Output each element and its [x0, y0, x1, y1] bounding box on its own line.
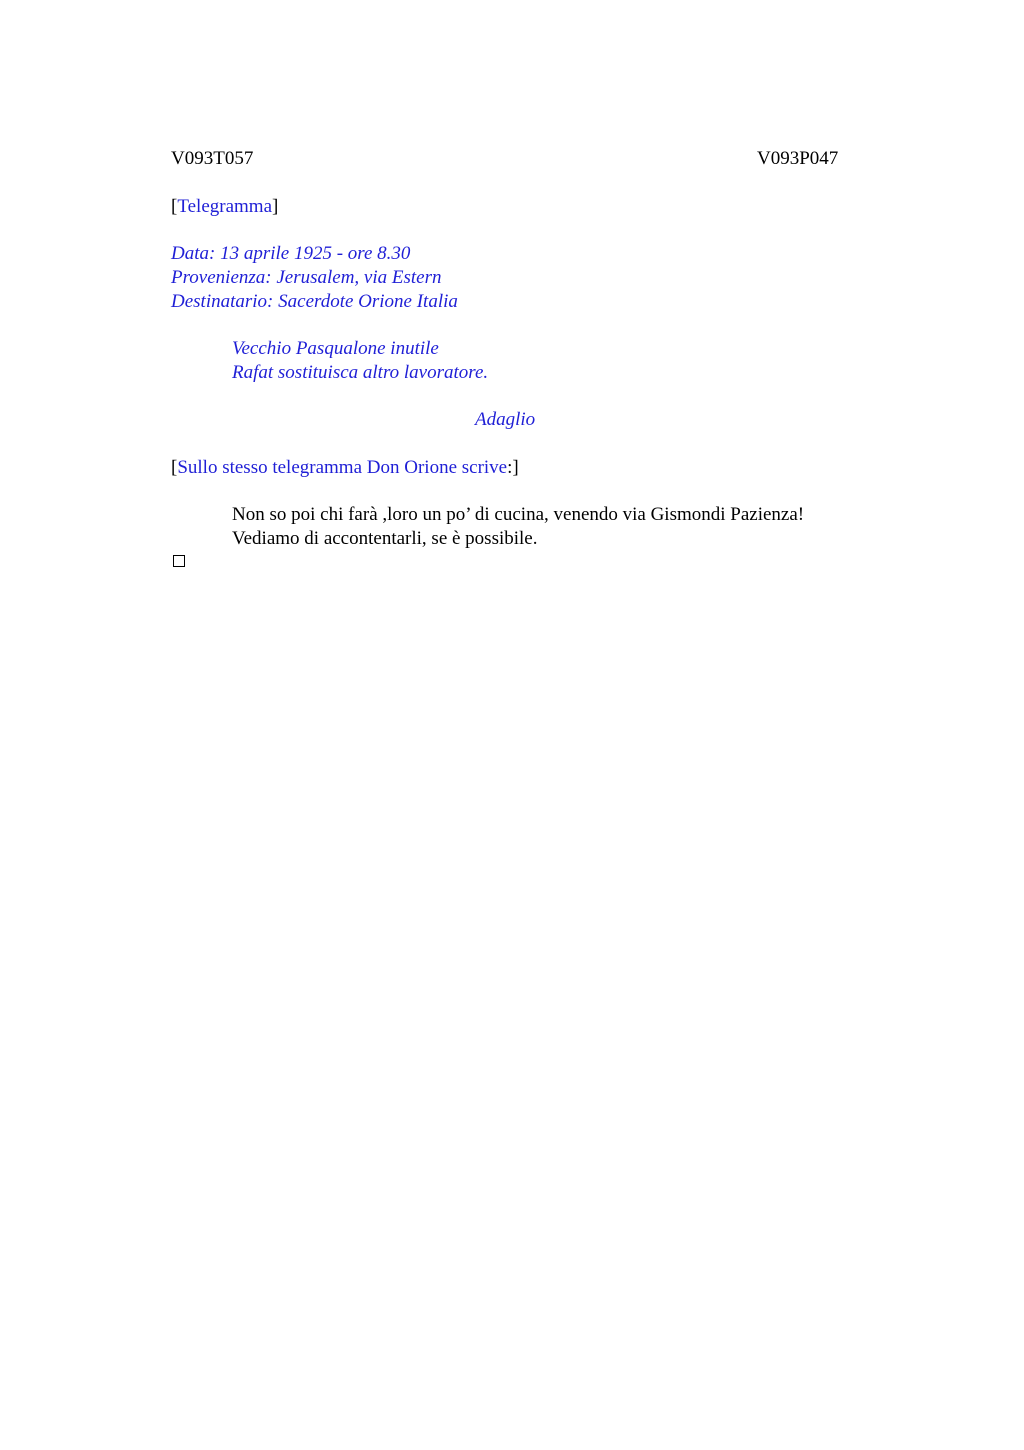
telegram-date: Data: 13 aprile 1925 - ore 8.30 [171, 243, 411, 264]
bracket-open: [ [171, 196, 178, 217]
document-code-left: V093T057 [171, 148, 254, 169]
telegram-recipient: Destinatario: Sacerdote Orione Italia [171, 291, 458, 312]
document-type-label: Telegramma [177, 196, 273, 217]
note-line-2: Vediamo di accontentarli, se è possibile. [232, 528, 538, 549]
bracket-open: [ [171, 457, 178, 478]
annotation-label: Sullo stesso telegramma Don Orione scrive [177, 457, 508, 478]
document-type-heading [171, 195, 278, 219]
note-line-1: Non so poi chi farà ,loro un po’ di cucina, venendo via Gismondi Pazienza! [232, 504, 805, 525]
end-marker-box-icon [173, 555, 185, 567]
telegram-body-line-2: Rafat sostituisca altro lavoratore. [232, 362, 489, 383]
telegram-signature: Adaglio [475, 409, 536, 430]
bracket-close: ] [272, 196, 279, 217]
annotation-close: :] [507, 457, 519, 478]
annotation-heading [171, 456, 519, 480]
telegram-origin: Provenienza: Jerusalem, via Estern [171, 267, 442, 288]
document-code-right: V093P047 [757, 148, 839, 169]
telegram-body-line-1: Vecchio Pasqualone inutile [232, 338, 439, 359]
